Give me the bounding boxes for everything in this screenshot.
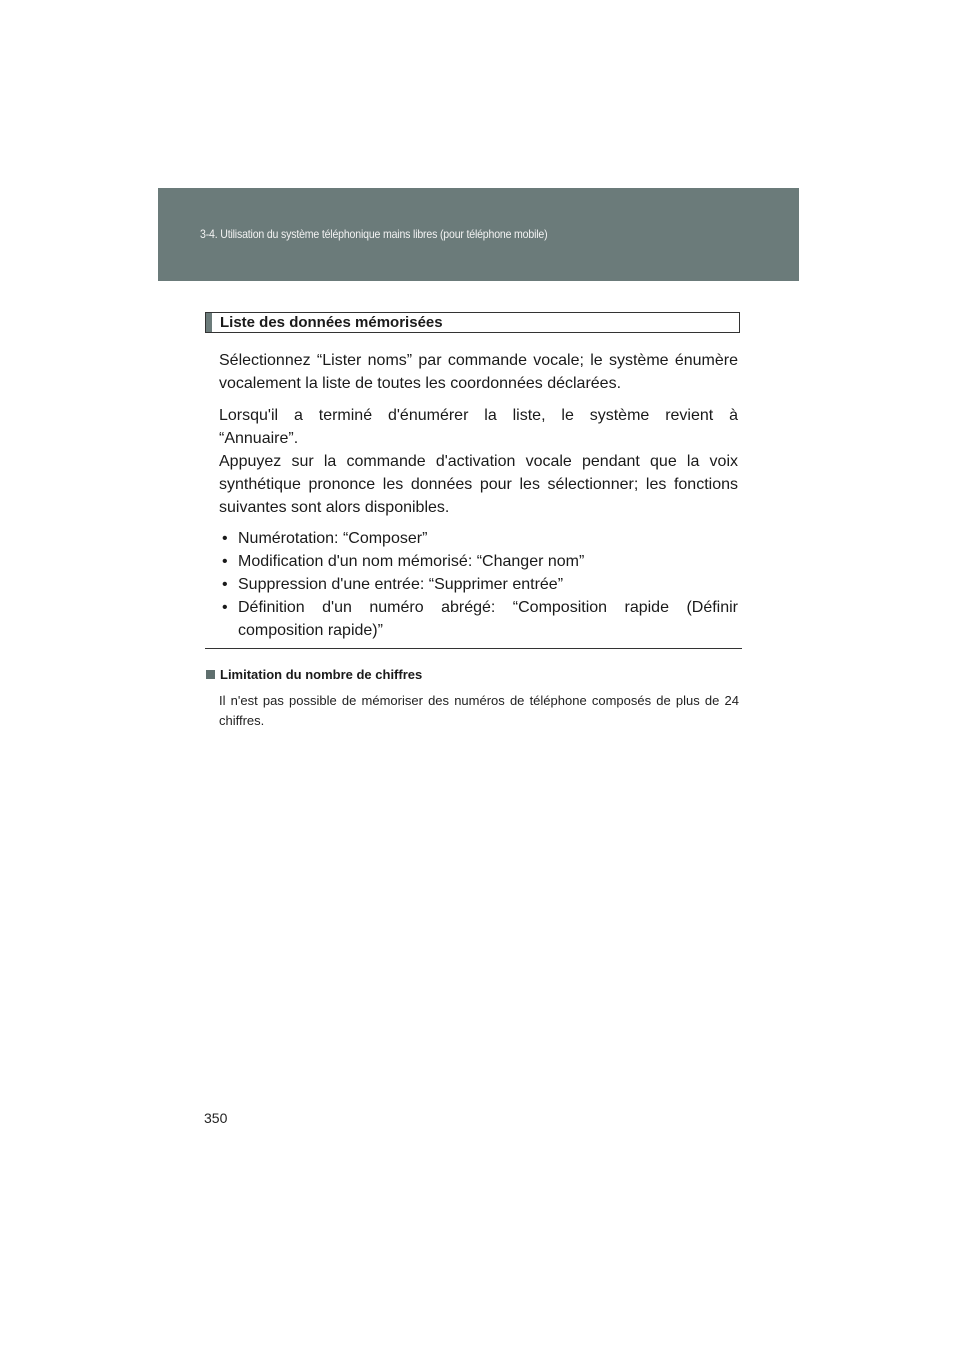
square-bullet-icon [206,670,215,679]
chapter-header-band [158,188,799,281]
bullet-icon: • [222,553,228,570]
paragraph-return-directory [219,404,738,450]
paragraph-list-names: Sélectionnez “Lister noms” par commande vocale; le système énumère vocalement la liste de toutes les coordonnées déclarées. [219,352,738,392]
section-divider [205,648,742,649]
list-item-text: Numérotation: “Composer” [238,530,428,547]
bullet-icon: • [222,576,228,593]
page-number: 350 [204,1110,228,1126]
note-heading [206,667,422,682]
note-body: Il n'est pas possible de mémoriser des numéros de téléphone composés de plus de 24 chiffres. [219,693,739,728]
chapter-header-title: 3-4. Utilisation du système téléphonique mains libres (pour téléphone mobile) [200,227,548,241]
paragraph-voice-activation: Appuyez sur la commande d'activation vocale pendant que la voix synthétique prononce les données pour les sélectionner; les fonctions suivantes sont alors disponibles. [219,453,738,516]
list-item [219,573,738,596]
list-item-text: Suppression d'une entrée: “Supprimer entrée” [238,576,564,593]
section-title-box [205,312,740,333]
list-item-text: Modification d'un nom mémorisé: “Changer nom” [238,553,585,570]
bullet-icon: • [222,530,228,547]
section-title: Liste des données mémorisées [220,314,443,331]
bullet-icon: • [222,599,228,616]
paragraph-return-line1: Lorsqu'il a terminé d'énumérer la liste, le système revient à [219,407,738,424]
function-list [219,527,738,642]
paragraph-return-line2: “Annuaire”. [219,430,299,447]
section-title-accent-bar [206,313,212,332]
list-item [219,527,738,550]
list-item-text: Définition d'un numéro abrégé: “Composition rapide (Définir composition rapide)” [238,599,738,639]
list-item [219,550,738,573]
note-title: Limitation du nombre de chiffres [220,667,423,682]
list-item [219,596,738,642]
